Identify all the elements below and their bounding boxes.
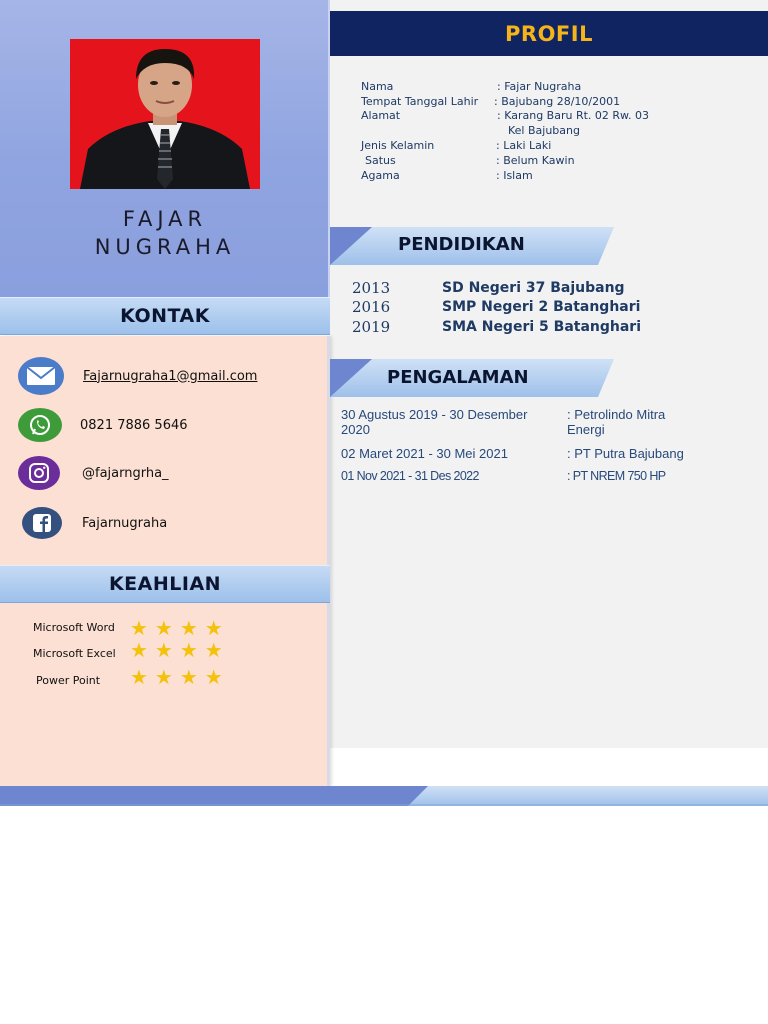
section-kontak: KONTAK [0, 297, 330, 335]
profile-value: : Belum Kawin [496, 154, 575, 167]
contact-facebook [22, 503, 167, 543]
section-pengalaman: PENGALAMAN [387, 367, 529, 388]
name-last: NUGRAHA [94, 235, 236, 259]
email-icon [18, 357, 64, 395]
facebook-name: Fajarnugraha [82, 515, 168, 531]
contact-instagram [18, 453, 169, 493]
name-first: FAJAR [122, 207, 208, 231]
skill-label: Microsoft Excel [33, 646, 116, 660]
whatsapp-icon [18, 408, 62, 442]
instagram-icon [18, 456, 60, 490]
profile-label: Alamat [361, 109, 401, 122]
profile-value: : Fajar Nugraha [497, 80, 582, 93]
profile-photo [70, 39, 260, 189]
exp-period-cont: 2020 [341, 422, 370, 437]
phone-number: 0821 7886 5646 [80, 417, 188, 433]
skill-row [0, 641, 330, 665]
star-rating: ★★★★ [130, 640, 230, 662]
skill-label: Microsoft Word [33, 620, 115, 634]
profile-value: : Islam [496, 169, 533, 182]
edu-year: 2016 [352, 298, 391, 316]
edu-school: SD Negeri 37 Bajubang [442, 280, 625, 296]
sidebar-panel [0, 336, 330, 786]
edu-year: 2013 [352, 279, 391, 297]
edu-school: SMP Negeri 2 Batanghari [442, 299, 641, 315]
exp-period: 30 Agustus 2019 - 30 Desember [341, 407, 528, 422]
star-rating: ★★★★ [130, 667, 230, 689]
profile-label: Agama [361, 169, 400, 182]
section-keahlian: KEAHLIAN [0, 565, 330, 603]
profile-label: Satus [365, 154, 396, 167]
profile-value: : Bajubang 28/10/2001 [494, 95, 621, 108]
exp-company: : PT Putra Bajubang [567, 446, 684, 461]
profile-value: : Laki Laki [496, 139, 552, 152]
email-link[interactable]: Fajarnugraha1@gmail.com [83, 368, 258, 384]
profile-value: : Karang Baru Rt. 02 Rw. 03 [497, 109, 650, 122]
instagram-handle: @fajarngrha_ [82, 465, 169, 481]
footer-strip [0, 786, 768, 806]
exp-company: : PT NREM 750 HP [567, 469, 666, 483]
edu-school: SMA Negeri 5 Batanghari [442, 319, 642, 335]
contact-phone [18, 405, 188, 445]
star-rating: ★★★★ [130, 618, 230, 640]
exp-period: 02 Maret 2021 - 30 Mei 2021 [341, 446, 508, 461]
exp-company-cont: Energi [567, 422, 605, 437]
profile-label: Tempat Tanggal Lahir [361, 95, 479, 108]
section-profil: PROFIL [505, 21, 593, 46]
skill-row [0, 615, 330, 639]
exp-company: : Petrolindo Mitra [567, 407, 666, 422]
profile-label: Jenis Kelamin [361, 139, 435, 152]
section-pendidikan: PENDIDIKAN [398, 234, 525, 255]
profile-label: Nama [361, 80, 394, 93]
profile-value: Kel Bajubang [508, 124, 580, 137]
contact-email[interactable] [18, 356, 257, 396]
page-gap [330, 748, 768, 786]
edu-year: 2019 [352, 318, 391, 336]
skill-label: Power Point [36, 673, 101, 687]
skill-row [0, 668, 330, 692]
exp-period: 01 Nov 2021 - 31 Des 2022 [341, 469, 479, 483]
facebook-icon [22, 507, 62, 539]
profil-header [330, 11, 768, 56]
